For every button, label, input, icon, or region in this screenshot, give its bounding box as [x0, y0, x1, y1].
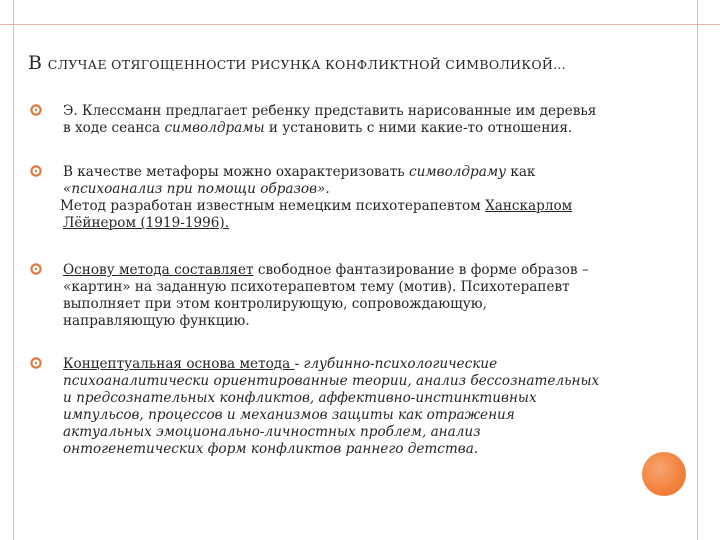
bullet-3-line-4: направляющую функцию. [63, 313, 250, 329]
term-symboldrama: символдрамы [164, 120, 265, 136]
term-symboldrama-2: символдраму [409, 164, 506, 180]
bullet-item-1 [63, 103, 683, 137]
bullet-4-line-1: Концептуальная основа метода - глубинно-психологические [63, 356, 498, 372]
title-first-letter: В [28, 52, 43, 74]
bullet-2-line-4: Лёйнером (1919-1996). [63, 215, 230, 231]
decorative-orange-circle [642, 452, 686, 496]
bullet-item-2 [60, 164, 683, 232]
bullet-4-line-4: импульсов, процессов и механизмов защиты как отражения [63, 407, 515, 423]
bullet-icon [29, 262, 45, 278]
bullet-icon [29, 164, 45, 180]
bullet-icon [29, 356, 45, 372]
frame-right-line [697, 0, 698, 540]
bullet-3-line-1: Основу метода составляет свободное фантазирование в форме образов – [63, 262, 589, 278]
method-basis-label: Основу метода составляет [63, 262, 254, 278]
bullet-4-line-5: актуальных эмоционально-личностных проблем, анализ [63, 424, 481, 440]
bullet-item-4 [63, 356, 683, 458]
bullet-2-line-3: Метод разработан известным немецким психотерапевтом Ханскарлом [60, 198, 573, 214]
bullet-4-line-6: онтогенетических форм конфликтов раннего детства. [63, 441, 479, 457]
conceptual-basis-label: Концептуальная основа метода [63, 356, 295, 372]
bullet-3-line-2: «картин» на заданную психотерапевтом тему (мотив). Психотерапевт [63, 279, 570, 295]
bullet-icon [29, 103, 45, 119]
bullet-3-line-3: выполняет при этом контролирующую, сопровождающую, [63, 296, 487, 312]
title-rest: СЛУЧАЕ ОТЯГОЩЕННОСТИ РИСУНКА КОНФЛИКТНОЙ СИМВОЛИКОЙ… [47, 57, 566, 72]
frame-top-line [0, 24, 720, 25]
slide-title [28, 52, 688, 74]
bullet-4-line-2: психоаналитически ориентированные теории, анализ бессознательных [63, 373, 600, 389]
author-name: Ханскарлом [485, 198, 573, 214]
bullet-1-line-1: Э. Клессманн предлагает ребенку представить нарисованные им деревья [63, 103, 597, 119]
frame-left-line [13, 0, 14, 540]
bullet-2-line-1: В качестве метафоры можно охарактеризовать символдраму как [63, 164, 536, 180]
bullet-1-line-2: в ходе сеанса символдрамы и установить с ними какие‑то отношения. [63, 120, 573, 136]
bullet-2-line-2: «психоанализ при помощи образов». [63, 181, 330, 197]
bullet-item-3 [63, 262, 683, 330]
bullet-4-line-3: и предсознательных конфликтов, аффективно-инстинктивных [63, 390, 537, 406]
